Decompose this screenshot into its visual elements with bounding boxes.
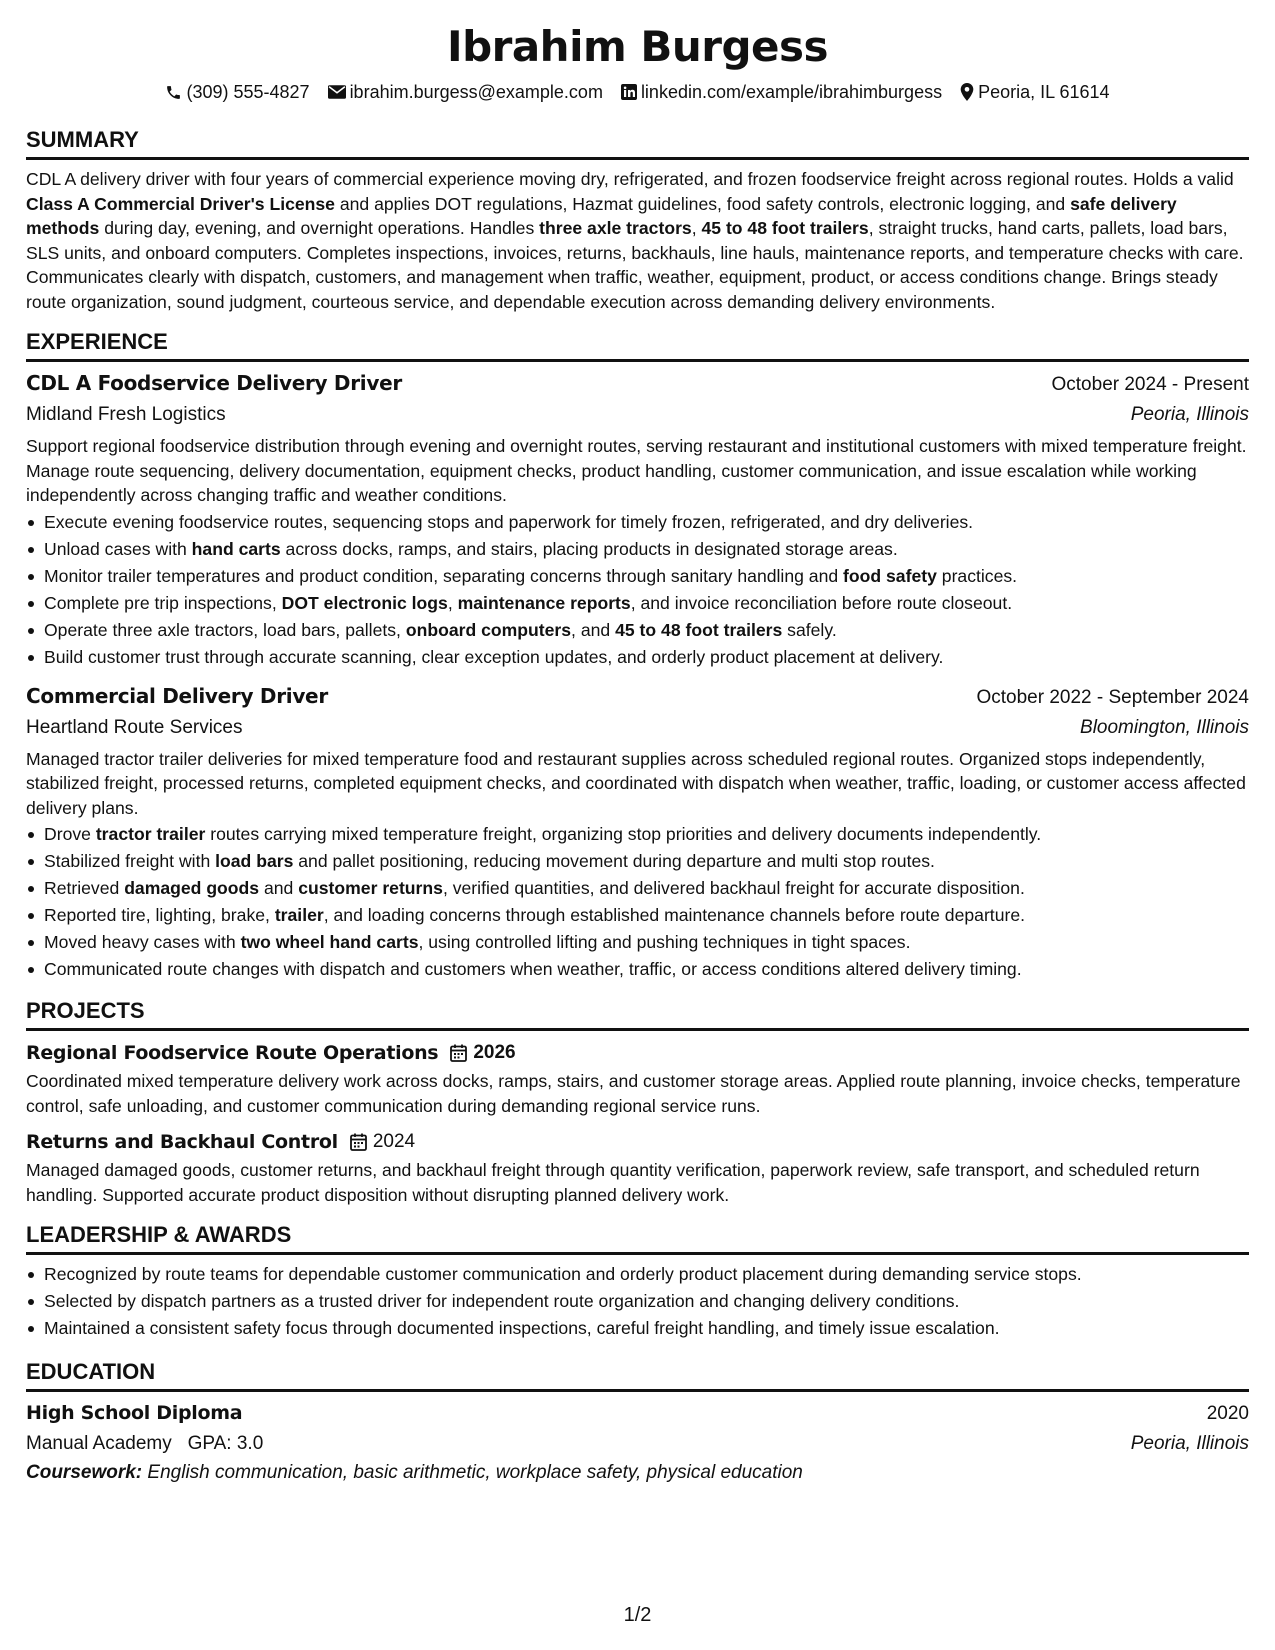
list-item: Moved heavy cases with two wheel hand carts, using controlled lifting and pushing techniques in tight spaces. [44, 929, 1249, 956]
project-date [450, 1042, 515, 1064]
section-title: EXPERIENCE [26, 328, 1249, 362]
list-item: Communicated route changes with dispatch and customers when weather, traffic, or access conditions altered delivery timing. [44, 956, 1249, 983]
calendar-icon [350, 1133, 367, 1151]
project-name: Returns and Backhaul Control [26, 1131, 338, 1153]
summary-section [26, 126, 1249, 314]
job-description: Managed tractor trailer deliveries for mixed temperature food and restaurant supplies across scheduled regional routes. Organized stops independently, stabilized freight, processed returns, completed equipment checks, and coordinated with dispatch when weather, traffic, loading, or customer access affected delivery plans. [26, 748, 1246, 818]
company-name: Heartland Route Services [26, 716, 243, 738]
experience-entry [26, 368, 1249, 671]
contact-location-text: Peoria, IL 61614 [978, 82, 1110, 102]
project-year: 2024 [372, 1131, 416, 1152]
experience-entry [26, 681, 1249, 984]
coursework [26, 1459, 1249, 1487]
list-item [44, 1261, 1249, 1288]
list-item: Build customer trust through accurate scanning, clear exception updates, and orderly product placement at delivery. [44, 644, 1249, 671]
job-description: Support regional foodservice distribution through evening and overnight routes, serving restaurant and institutional customers with mixed temperature freight. Manage route sequencing, delivery documentation, equipment checks, product handling, customer communication, and issue escalation while working independently across changing traffic and weather conditions. [26, 436, 1247, 505]
job-location: Bloomington, Illinois [1080, 716, 1249, 738]
page-number: 1/2 [623, 1604, 652, 1626]
list-item: Monitor trailer temperatures and product condition, separating concerns through sanitary handling and food safety practices. [44, 563, 1249, 590]
project-description: Managed damaged goods, customer returns, and backhaul freight through quantity verification, paperwork review, safe transport, and scheduled return handling. Supported accurate product disposition without disrupting planned delivery work. [26, 1160, 1200, 1205]
map-pin-icon [960, 83, 974, 101]
contact-phone[interactable] [165, 80, 309, 104]
section-title: EDUCATION [26, 1358, 1249, 1392]
project-description: Coordinated mixed temperature delivery work across docks, ramps, stairs, and customer storage areas. Applied route planning, invoice checks, temperature control, safe unloading, and customer communication during demanding regional service runs. [26, 1071, 1241, 1116]
contact-email[interactable] [328, 80, 603, 104]
school-info [26, 1429, 263, 1459]
project-name: Regional Foodservice Route Operations [26, 1042, 439, 1064]
job-title: CDL A Foodservice Delivery Driver [26, 371, 402, 395]
degree-name: High School Diploma [26, 1402, 243, 1424]
list-item [44, 1315, 1249, 1342]
list-item: Retrieved damaged goods and customer returns, verified quantities, and delivered backhaul freight for accurate disposition. [44, 875, 1249, 902]
contact-linkedin-text: linkedin.com/example/ibrahimburgess [640, 82, 943, 102]
job-location: Peoria, Illinois [1130, 404, 1249, 425]
list-item: Unload cases with hand carts across docks, ramps, and stairs, placing products in designated storage areas. [44, 536, 1249, 563]
contact-location [960, 80, 1109, 104]
summary-text: CDL A delivery driver with four years of commercial experience moving dry, refrigerated, and frozen foodservice freight across regional routes. Holds a valid Class A Commercial Driver's License and applies DOT regulations, Hazmat guidelines, food safety controls, electronic logging, and safe delivery methods during day, evening, and overnight operations. Handles three axle tractors, 45 to 48 foot trailers, straight trucks, hand carts, pallets, load bars, SLS units, and onboard computers. Completes inspections, invoices, returns, backhauls, line hauls, maintenance reports, and temperature checks with care. Communicates clearly with dispatch, customers, and management when traffic, weather, equipment, product, or access conditions change. Brings steady route organization, sound judgment, courteous service, and dependable execution across demanding delivery environments. [26, 169, 1244, 312]
envelope-icon [328, 85, 346, 99]
list-item: Complete pre trip inspections, DOT electronic logs, maintenance reports, and invoice reconciliation before route closeout. [44, 590, 1249, 617]
list-item: Execute evening foodservice routes, sequencing stops and paperwork for timely frozen, refrigerated, and dry deliveries. [44, 509, 1249, 536]
job-title: Commercial Delivery Driver [26, 683, 328, 708]
job-dates: October 2022 - September 2024 [976, 686, 1249, 708]
leadership-text: Selected by dispatch partners as a trusted driver for independent route organization and changing delivery conditions. [44, 1291, 960, 1311]
leadership-text: Maintained a consistent safety focus through documented inspections, careful freight handling, and timely issue escalation. [44, 1318, 1000, 1338]
coursework-label: Coursework: [26, 1462, 143, 1483]
school-name: Manual Academy [26, 1433, 172, 1454]
company-name: Midland Fresh Logistics [26, 404, 226, 425]
project-date [350, 1131, 415, 1153]
education-section [26, 1358, 1249, 1487]
list-item [44, 1288, 1249, 1315]
job-dates: October 2024 - Present [1051, 374, 1249, 395]
project-entry [26, 1039, 1249, 1118]
job-bullets [26, 509, 1249, 671]
gpa: GPA: 3.0 [187, 1433, 264, 1454]
contact-bar [26, 80, 1249, 104]
phone-icon [165, 84, 182, 101]
school-location: Peoria, Illinois [1130, 1433, 1249, 1454]
contact-phone-text: (309) 555-4827 [186, 82, 310, 102]
projects-section [26, 997, 1249, 1207]
job-bullets [26, 821, 1249, 983]
leadership-section [26, 1221, 1249, 1342]
calendar-icon [450, 1044, 467, 1062]
list-item: Operate three axle tractors, load bars, pallets, onboard computers, and 45 to 48 foot trailers safely. [44, 617, 1249, 644]
contact-email-text: ibrahim.burgess@example.com [349, 82, 603, 102]
candidate-name: Ibrahim Burgess [446, 22, 829, 71]
coursework-text: English communication, basic arithmetic, workplace safety, physical education [147, 1462, 803, 1483]
project-entry [26, 1128, 1249, 1207]
list-item: Drove tractor trailer routes carrying mixed temperature freight, organizing stop priorities and delivery documents independently. [44, 821, 1249, 848]
list-item: Reported tire, lighting, brake, trailer, and loading concerns through established maintenance channels before route departure. [44, 902, 1249, 929]
linkedin-icon [621, 84, 637, 100]
leadership-bullets [26, 1261, 1249, 1342]
graduation-year: 2020 [1206, 1403, 1249, 1424]
section-title: LEADERSHIP & AWARDS [26, 1221, 1249, 1255]
experience-section [26, 328, 1249, 983]
list-item: Stabilized freight with load bars and pallet positioning, reducing movement during departure and multi stop routes. [44, 848, 1249, 875]
section-title: PROJECTS [26, 997, 1249, 1031]
contact-linkedin[interactable] [621, 80, 942, 104]
section-title: SUMMARY [26, 126, 1249, 160]
leadership-text: Recognized by route teams for dependable customer communication and orderly product placement during demanding service stops. [44, 1264, 1082, 1284]
project-year: 2026 [473, 1042, 516, 1063]
